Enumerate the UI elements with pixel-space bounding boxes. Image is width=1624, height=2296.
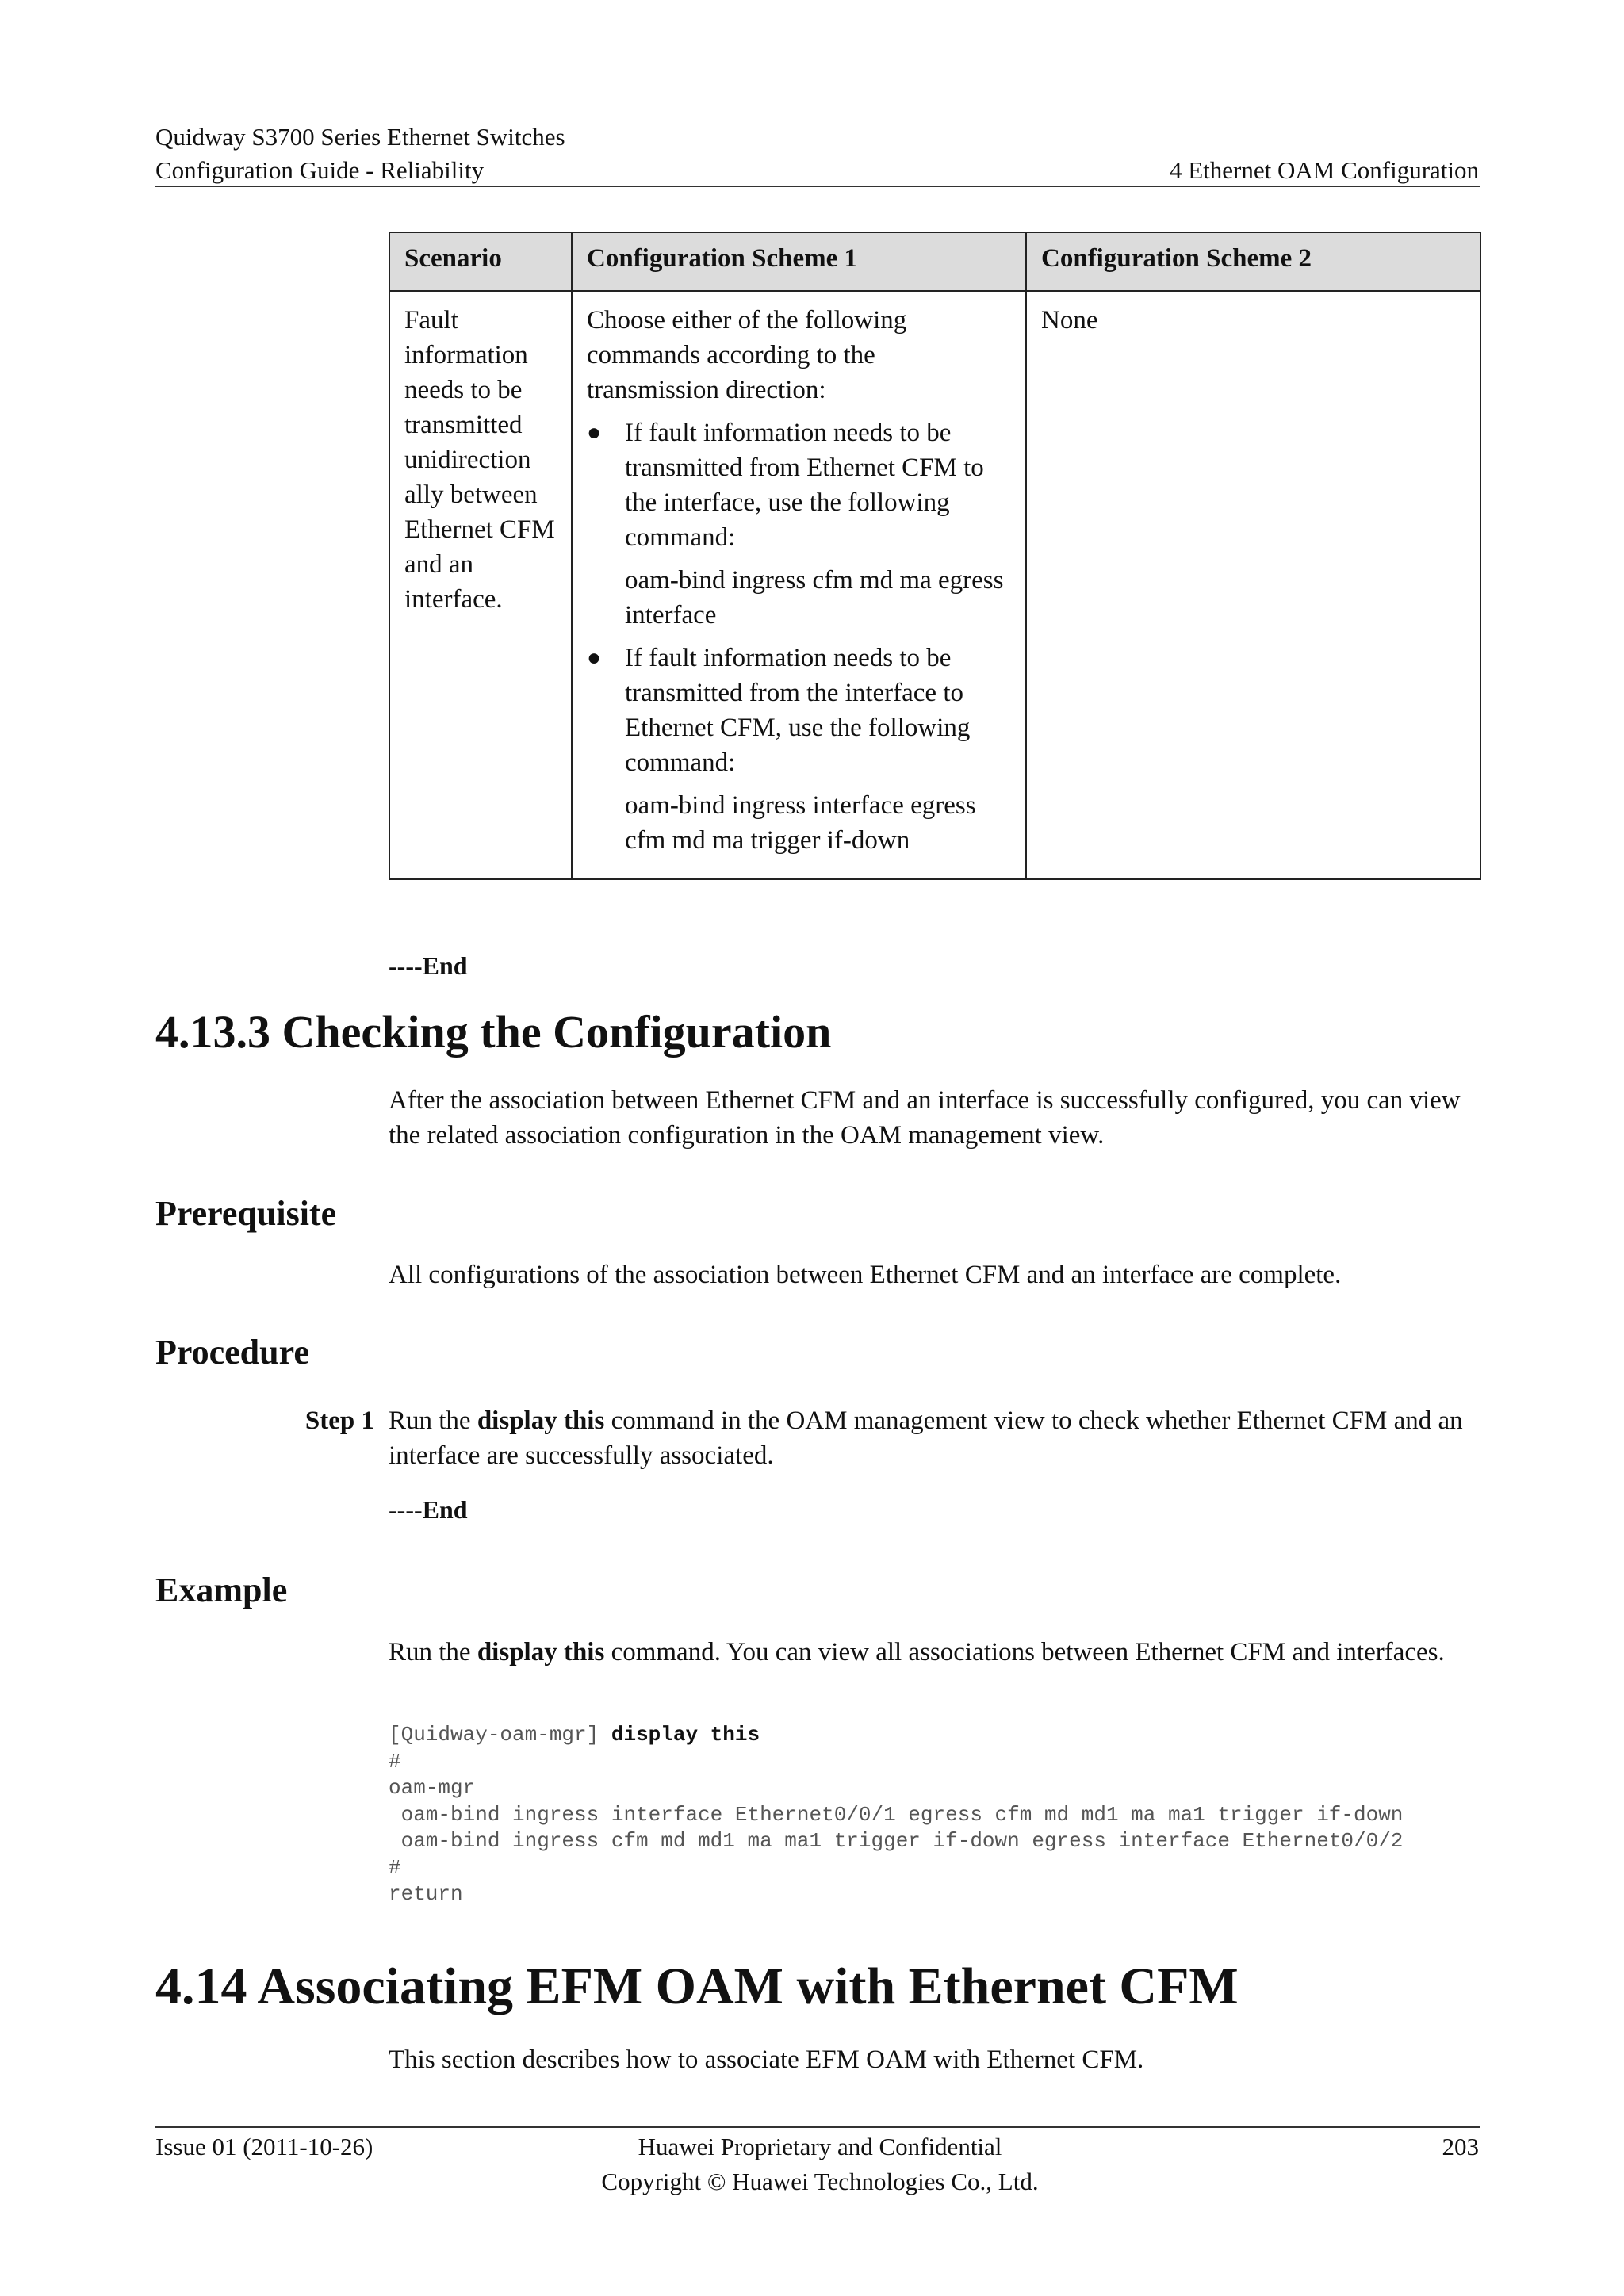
bullet-item [587,415,1011,555]
table-header-scheme-2: Configuration Scheme 2 [1026,232,1480,291]
code-line: oam-mgr [389,1776,476,1800]
table-header-scenario: Scenario [389,232,572,291]
footer-issue: Issue 01 (2011-10-26) [155,2133,373,2160]
scenario-text: Fault information needs to be transmitted unidirection ally between Ethernet CFM and an interface. [404,306,555,614]
code-block [389,1722,1403,1908]
section-4-14-intro: This section describes how to associate EFM OAM with Ethernet CFM. [389,2045,1144,2074]
footer-copyright: Copyright © Huawei Technologies Co., Ltd. [601,2168,1039,2195]
table-header-scheme-1: Configuration Scheme 1 [572,232,1026,291]
step-text-pre: Run the [389,1406,477,1435]
example-text-pre: Run the [389,1638,477,1667]
prerequisite-heading: Prerequisite [155,1194,337,1233]
bullet-text: If fault information needs to be transmitted from Ethernet CFM to the interface, use the following command: [625,419,984,552]
section-title-4-13-3: 4.13.3 Checking the Configuration [155,1006,832,1058]
configuration-scheme-table [389,232,1481,880]
command-text: oam-bind ingress interface egress cfm md ma trigger if-down [625,791,976,855]
code-line: # [389,1855,401,1880]
footer-confidential: Huawei Proprietary and Confidential [638,2133,1002,2160]
step-command: display this [477,1406,605,1435]
code-line: oam-bind ingress cfm md md1 ma ma1 trigger if-down egress interface Ethernet0/0/2 [389,1829,1404,1853]
header-chapter: 4 Ethernet OAM Configuration [1169,156,1479,184]
end-marker: ----End [389,951,468,980]
step-text [389,1403,1480,1473]
procedure-end-marker: ----End [389,1495,468,1524]
bullet-item [587,641,1011,780]
section-title-4-14: 4.14 Associating EFM OAM with Ethernet CFM [155,1957,1239,2015]
code-command: display this [611,1723,760,1747]
bullet-icon: ● [587,419,602,446]
scheme-2-text: None [1041,306,1098,335]
procedure-heading: Procedure [155,1333,309,1372]
prerequisite-text: All configurations of the association between Ethernet CFM and an interface are complete. [389,1261,1342,1289]
example-command: display this [477,1638,605,1667]
example-text [389,1635,1480,1670]
scheme-1-intro: Choose either of the following commands according to the transmission direction: [587,306,907,404]
page-number: 203 [1442,2133,1479,2160]
section-intro: After the association between Ethernet CFM and an interface is successfully configured, you can view the related association configuration in the OAM management view. [389,1086,1461,1150]
code-line [389,1722,1403,1749]
header-rule [155,186,1480,187]
code-line: oam-bind ingress interface Ethernet0/0/1 egress cfm md md1 ma ma1 trigger if-down [389,1802,1404,1827]
header-product: Quidway S3700 Series Ethernet Switches [155,123,565,151]
scheme-2-cell [1026,291,1480,879]
example-heading: Example [155,1571,288,1609]
code-prompt: [Quidway-oam-mgr] [389,1723,611,1747]
code-line: # [389,1749,401,1774]
bullet-text: If fault information needs to be transmitted from the interface to Ethernet CFM, use the following command: [625,644,971,777]
example-text-post: command. You can view all associations between Ethernet CFM and interfaces. [604,1638,1445,1667]
code-line: return [389,1882,463,1906]
scenario-cell [389,291,572,879]
table-header-row [389,232,1480,291]
step-label: Step 1 [304,1406,374,1435]
bullet-icon: ● [587,645,602,671]
footer-rule [155,2126,1480,2128]
command-text: oam-bind ingress cfm md ma egress interface [625,566,1004,629]
header-guide: Configuration Guide - Reliability [155,156,485,184]
step-text-post: command in the OAM management view to check whether Ethernet CFM and an interface are successfully associated. [389,1406,1463,1470]
table-row [389,291,1480,879]
scheme-1-cell [572,291,1026,879]
